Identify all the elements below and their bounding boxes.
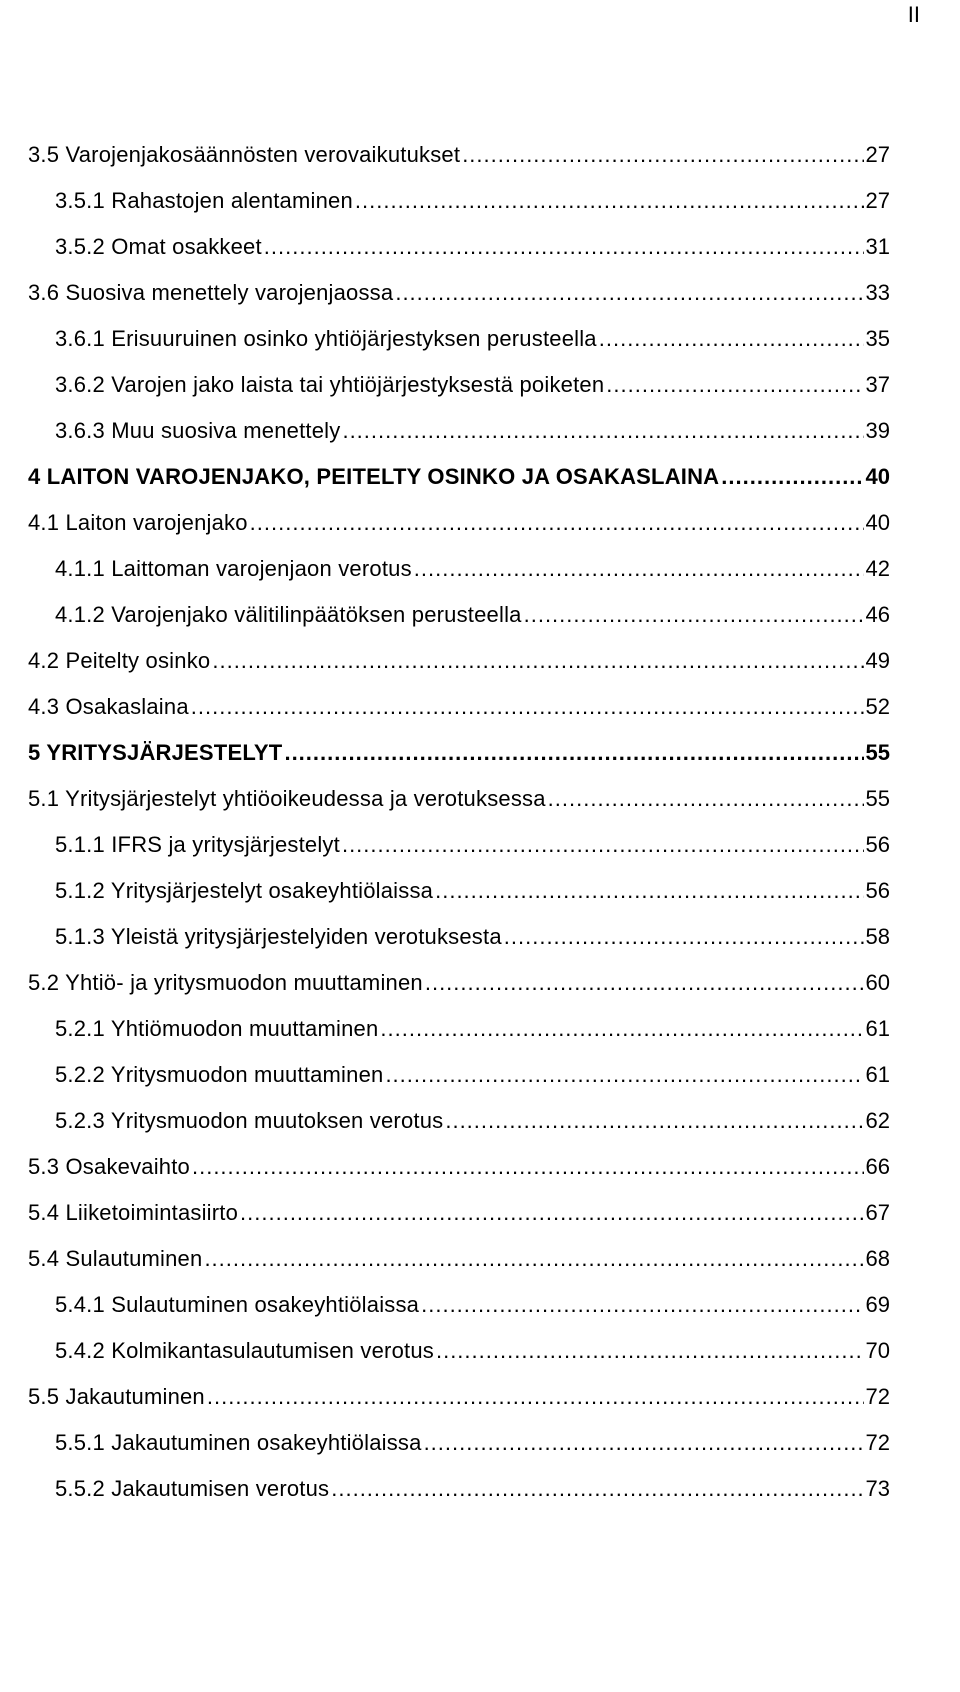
toc-dot-leader	[548, 782, 864, 816]
toc-entry[interactable]	[0, 1472, 960, 1518]
toc-entry-title: 4.1.2 Varojenjako välitilinpäätöksen perusteella	[55, 602, 522, 627]
toc-entry-row	[28, 1150, 890, 1184]
toc-dot-leader	[342, 414, 863, 448]
toc-dot-leader	[191, 690, 864, 724]
toc-entry-row	[28, 138, 890, 172]
toc-entry-title: 5.1.2 Yritysjärjestelyt osakeyhtiölaissa	[55, 878, 434, 903]
toc-entry[interactable]	[0, 460, 960, 506]
toc-entry-page-number: 27	[865, 142, 890, 167]
toc-dot-leader	[436, 1334, 864, 1368]
toc-entry-title: 5.4.1 Sulautuminen osakeyhtiölaissa	[55, 1292, 420, 1317]
toc-entry[interactable]	[0, 1058, 960, 1104]
toc-dot-leader	[721, 460, 863, 494]
toc-entry-row	[28, 1242, 890, 1276]
toc-entry-title: 5.2.3 Yritysmuodon muutoksen verotus	[55, 1108, 444, 1133]
toc-entry-title: 5.2.1 Yhtiömuodon muuttaminen	[55, 1016, 379, 1041]
toc-entry[interactable]	[0, 138, 960, 184]
toc-entry[interactable]	[0, 598, 960, 644]
toc-entry-page-number: 61	[865, 1062, 890, 1087]
toc-entry-title: 5.2 Yhtiö- ja yritysmuodon muuttaminen	[28, 970, 423, 995]
toc-dot-leader	[435, 874, 863, 908]
page-number: II	[907, 2, 920, 27]
toc-entry[interactable]	[0, 506, 960, 552]
toc-entry-row	[28, 506, 890, 540]
toc-entry-page-number: 70	[865, 1338, 890, 1363]
toc-dot-leader	[342, 828, 864, 862]
toc-entry-row	[28, 736, 890, 770]
toc-entry[interactable]	[0, 782, 960, 828]
toc-entry-page-number: 40	[865, 464, 890, 489]
toc-entry-title: 5.1 Yritysjärjestelyt yhtiöoikeudessa ja verotuksessa	[28, 786, 546, 811]
toc-entry-title: 3.6.2 Varojen jako laista tai yhtiöjärjestyksestä poiketen	[55, 372, 605, 397]
toc-entry-title: 4.3 Osakaslaina	[28, 694, 189, 719]
toc-entry-title: 5.5.1 Jakautuminen osakeyhtiölaissa	[55, 1430, 422, 1455]
toc-entry-page-number: 52	[865, 694, 890, 719]
toc-entry-page-number: 58	[865, 924, 890, 949]
toc-entry-row	[55, 920, 890, 954]
toc-entry-row	[55, 552, 890, 586]
toc-entry-title: 5.1.1 IFRS ja yritysjärjestelyt	[55, 832, 340, 857]
toc-entry[interactable]	[0, 184, 960, 230]
toc-entry[interactable]	[0, 1104, 960, 1150]
toc-dot-leader	[207, 1380, 864, 1414]
toc-entry[interactable]	[0, 874, 960, 920]
toc-dot-leader	[524, 598, 864, 632]
toc-dot-leader	[606, 368, 863, 402]
toc-dot-leader	[284, 736, 863, 770]
toc-entry-row	[55, 322, 890, 356]
toc-dot-leader	[462, 138, 863, 172]
toc-entry-row	[28, 1380, 890, 1414]
toc-entry-page-number: 68	[865, 1246, 890, 1271]
toc-entry-row	[28, 782, 890, 816]
toc-entry-title: 5 YRITYSJÄRJESTELYT	[28, 740, 283, 765]
toc-entry-row	[55, 1472, 890, 1506]
toc-entry-page-number: 67	[865, 1200, 890, 1225]
toc-dot-leader	[204, 1242, 863, 1276]
toc-entry-page-number: 46	[865, 602, 890, 627]
toc-entry-page-number: 35	[865, 326, 890, 351]
toc-entry-row	[28, 966, 890, 1000]
toc-entry-page-number: 42	[865, 556, 890, 581]
toc-dot-leader	[504, 920, 864, 954]
toc-entry[interactable]	[0, 736, 960, 782]
toc-entry[interactable]	[0, 1242, 960, 1288]
toc-entry-page-number: 33	[865, 280, 890, 305]
toc-entry-page-number: 66	[865, 1154, 890, 1179]
toc-entry-title: 5.5.2 Jakautumisen verotus	[55, 1476, 330, 1501]
toc-entry-row	[55, 1426, 890, 1460]
toc-entry-row	[55, 1012, 890, 1046]
toc-entry-row	[55, 828, 890, 862]
toc-entry-page-number: 62	[865, 1108, 890, 1133]
toc-dot-leader	[425, 966, 864, 1000]
toc-entry-title: 4 LAITON VAROJENJAKO, PEITELTY OSINKO JA OSAKASLAINA	[28, 464, 720, 489]
toc-entry-page-number: 72	[865, 1384, 890, 1409]
toc-entry-page-number: 39	[865, 418, 890, 443]
toc-entry[interactable]	[0, 1012, 960, 1058]
toc-entry-page-number: 60	[865, 970, 890, 995]
toc-entry[interactable]	[0, 368, 960, 414]
toc-dot-leader	[414, 552, 864, 586]
toc-entry[interactable]	[0, 644, 960, 690]
toc-entry-row	[55, 368, 890, 402]
toc-entry-page-number: 55	[865, 786, 890, 811]
toc-entry-page-number: 27	[865, 188, 890, 213]
toc-entry-page-number: 31	[865, 234, 890, 259]
toc-entry-title: 5.4 Sulautuminen	[28, 1246, 203, 1271]
toc-dot-leader	[240, 1196, 863, 1230]
toc-entry-title: 5.1.3 Yleistä yritysjärjestelyiden verotuksesta	[55, 924, 502, 949]
toc-entry[interactable]	[0, 920, 960, 966]
toc-dot-leader	[395, 276, 863, 310]
toc-entry[interactable]	[0, 276, 960, 322]
toc-entry-page-number: 49	[865, 648, 890, 673]
toc-entry-row	[55, 874, 890, 908]
toc-entry-page-number: 56	[865, 878, 890, 903]
toc-entry[interactable]	[0, 1380, 960, 1426]
toc-entry-title: 3.5.2 Omat osakkeet	[55, 234, 262, 259]
toc-entry-page-number: 73	[865, 1476, 890, 1501]
toc-entry[interactable]	[0, 230, 960, 276]
toc-entry-title: 3.6.1 Erisuuruinen osinko yhtiöjärjestyksen perusteella	[55, 326, 597, 351]
toc-entry[interactable]	[0, 1288, 960, 1334]
toc-dot-leader	[250, 506, 864, 540]
toc-entry-title: 5.4 Liiketoimintasiirto	[28, 1200, 239, 1225]
toc-entry-page-number: 61	[865, 1016, 890, 1041]
toc-entry-title: 3.5 Varojenjakosäännösten verovaikutukset	[28, 142, 461, 167]
toc-entry[interactable]	[0, 322, 960, 368]
toc-entry[interactable]	[0, 828, 960, 874]
toc-dot-leader	[192, 1150, 864, 1184]
toc-entry-row	[55, 184, 890, 218]
toc-entry-title: 3.5.1 Rahastojen alentaminen	[55, 188, 353, 213]
toc-entry-title: 4.1.1 Laittoman varojenjaon verotus	[55, 556, 412, 581]
toc-entry-page-number: 55	[865, 740, 890, 765]
toc-entry-row	[28, 460, 890, 494]
toc-entry-row	[55, 1334, 890, 1368]
toc-entry-page-number: 72	[865, 1430, 890, 1455]
toc-entry[interactable]	[0, 1426, 960, 1472]
toc-entry[interactable]	[0, 552, 960, 598]
toc-dot-leader	[380, 1012, 863, 1046]
toc-entry[interactable]	[0, 690, 960, 736]
toc-entry-row	[55, 1104, 890, 1138]
toc-dot-leader	[331, 1472, 863, 1506]
toc-entry-row	[28, 276, 890, 310]
toc-entry-row	[55, 414, 890, 448]
toc-entry-title: 5.3 Osakevaihto	[28, 1154, 190, 1179]
toc-dot-leader	[355, 184, 864, 218]
toc-entry-title: 4.2 Peitelty osinko	[28, 648, 211, 673]
toc-entry-title: 3.6 Suosiva menettely varojenjaossa	[28, 280, 394, 305]
toc-entry-page-number: 40	[865, 510, 890, 535]
toc-entry-row	[55, 598, 890, 632]
toc-dot-leader	[424, 1426, 864, 1460]
toc-dot-leader	[445, 1104, 863, 1138]
toc-entry[interactable]	[0, 414, 960, 460]
toc-entry-row	[28, 644, 890, 678]
toc-entry-title: 5.5 Jakautuminen	[28, 1384, 205, 1409]
toc-entry-page-number: 56	[865, 832, 890, 857]
toc-entry-page-number: 69	[865, 1292, 890, 1317]
table-of-contents	[0, 138, 960, 1518]
toc-entry[interactable]	[0, 966, 960, 1012]
toc-dot-leader	[421, 1288, 863, 1322]
toc-entry[interactable]	[0, 1150, 960, 1196]
toc-entry[interactable]	[0, 1334, 960, 1380]
toc-dot-leader	[385, 1058, 863, 1092]
toc-entry-row	[55, 1288, 890, 1322]
toc-dot-leader	[212, 644, 863, 678]
toc-entry-title: 5.4.2 Kolmikantasulautumisen verotus	[55, 1338, 434, 1363]
toc-entry[interactable]	[0, 1196, 960, 1242]
toc-entry-title: 4.1 Laiton varojenjako	[28, 510, 248, 535]
toc-entry-row	[55, 1058, 890, 1092]
toc-entry-row	[28, 1196, 890, 1230]
toc-entry-row	[55, 230, 890, 264]
toc-dot-leader	[264, 230, 864, 264]
toc-entry-title: 5.2.2 Yritysmuodon muuttaminen	[55, 1062, 384, 1087]
toc-entry-title: 3.6.3 Muu suosiva menettely	[55, 418, 341, 443]
toc-entry-row	[28, 690, 890, 724]
toc-entry-page-number: 37	[865, 372, 890, 397]
toc-dot-leader	[599, 322, 864, 356]
